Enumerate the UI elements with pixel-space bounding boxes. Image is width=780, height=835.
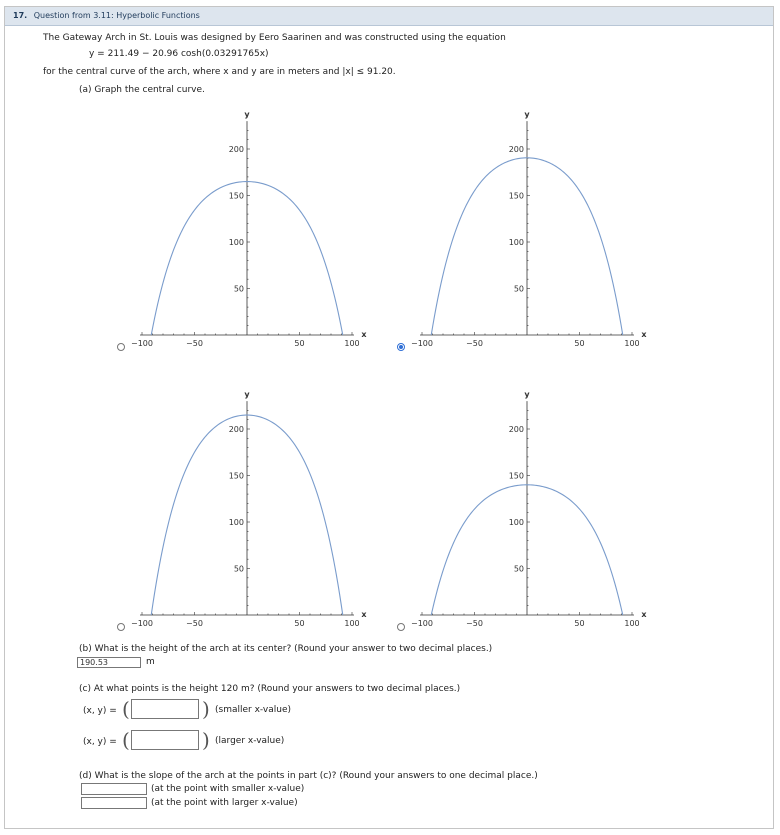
- x-tick-label: 100: [344, 619, 360, 628]
- intro-conditions: for the central curve of the arch, where x and y are in meters and |x| ≤ 91.20.: [43, 67, 396, 77]
- arch-equation: y = 211.49 − 20.96 cosh(0.03291765x): [89, 49, 269, 59]
- question-card: [4, 6, 774, 829]
- graph-option-3[interactable]: [115, 377, 415, 647]
- x-tick-label: −50: [466, 339, 483, 348]
- part-b-question: (b) What is the height of the arch at its center? (Round your answer to two decimal places.): [79, 644, 493, 654]
- y-tick-label: 50: [233, 284, 244, 294]
- x-tick-label: 50: [574, 619, 585, 628]
- y-tick-label: 200: [228, 145, 244, 154]
- graph-option-1[interactable]: [115, 97, 415, 367]
- x-tick-label: −100: [411, 619, 433, 628]
- x-tick-label: 100: [624, 339, 640, 348]
- x-axis-label: x: [361, 610, 367, 619]
- y-tick-label: 100: [508, 518, 524, 527]
- point-label-smaller: (x, y) =: [83, 706, 117, 716]
- slope-larger-input[interactable]: [81, 797, 147, 809]
- graph-option-2[interactable]: [395, 97, 695, 367]
- point-label-larger: (x, y) =: [83, 737, 117, 747]
- y-axis-label: y: [524, 390, 530, 400]
- y-tick-label: 100: [228, 518, 244, 527]
- y-tick-label: 200: [508, 145, 524, 154]
- x-tick-label: −100: [131, 619, 153, 628]
- larger-point-input[interactable]: [131, 730, 199, 750]
- intro-text: The Gateway Arch in St. Louis was designed by Eero Saarinen and was constructed using the equation: [43, 33, 506, 43]
- x-tick-label: 50: [294, 339, 305, 348]
- y-axis-label: y: [524, 110, 530, 120]
- x-tick-label: −50: [466, 619, 483, 628]
- question-source: Question from 3.11: Hyperbolic Functions: [33, 11, 200, 20]
- y-axis-label: y: [244, 390, 250, 400]
- part-d-question: (d) What is the slope of the arch at the points in part (c)? (Round your answers to one decimal place.): [79, 771, 538, 781]
- y-tick-label: 100: [228, 238, 244, 247]
- open-paren-smaller: (: [122, 697, 130, 721]
- x-tick-label: −50: [186, 339, 203, 348]
- x-axis-label: x: [641, 330, 647, 339]
- x-tick-label: −100: [411, 339, 433, 348]
- x-tick-label: −50: [186, 619, 203, 628]
- y-tick-label: 50: [233, 564, 244, 574]
- x-tick-label: −100: [131, 339, 153, 348]
- larger-x-note: (larger x-value): [215, 736, 285, 746]
- part-a-label: (a) Graph the central curve.: [79, 85, 205, 95]
- y-tick-label: 200: [508, 425, 524, 434]
- slope-smaller-note: (at the point with smaller x-value): [151, 784, 305, 794]
- question-header: [5, 7, 773, 26]
- part-c-question: (c) At what points is the height 120 m? (Round your answers to two decimal places.): [79, 684, 461, 694]
- y-tick-label: 150: [228, 191, 244, 201]
- height-unit: m: [146, 657, 155, 667]
- x-tick-label: 100: [344, 339, 360, 348]
- close-paren-smaller: ): [202, 697, 210, 721]
- y-tick-label: 50: [513, 564, 524, 574]
- open-paren-larger: (: [122, 728, 130, 752]
- x-tick-label: 50: [294, 619, 305, 628]
- x-axis-label: x: [641, 610, 647, 619]
- center-height-input[interactable]: [77, 657, 141, 668]
- y-tick-label: 150: [508, 471, 524, 481]
- smaller-x-note: (smaller x-value): [215, 705, 292, 715]
- question-number: 17.: [13, 11, 28, 20]
- graph-option-2-plot: [395, 97, 695, 367]
- y-tick-label: 50: [513, 284, 524, 294]
- x-axis-label: x: [361, 330, 367, 339]
- y-tick-label: 150: [508, 191, 524, 201]
- graph-option-4-plot: [395, 377, 695, 647]
- graph-option-3-plot: [115, 377, 415, 647]
- graph-option-1-plot: [115, 97, 415, 367]
- slope-larger-note: (at the point with larger x-value): [151, 798, 298, 808]
- x-tick-label: 50: [574, 339, 585, 348]
- smaller-point-input[interactable]: [131, 699, 199, 719]
- close-paren-larger: ): [202, 728, 210, 752]
- slope-smaller-input[interactable]: [81, 783, 147, 795]
- graph-option-4[interactable]: [395, 377, 695, 647]
- y-tick-label: 100: [508, 238, 524, 247]
- y-axis-label: y: [244, 110, 250, 120]
- y-tick-label: 200: [228, 425, 244, 434]
- y-tick-label: 150: [228, 471, 244, 481]
- x-tick-label: 100: [624, 619, 640, 628]
